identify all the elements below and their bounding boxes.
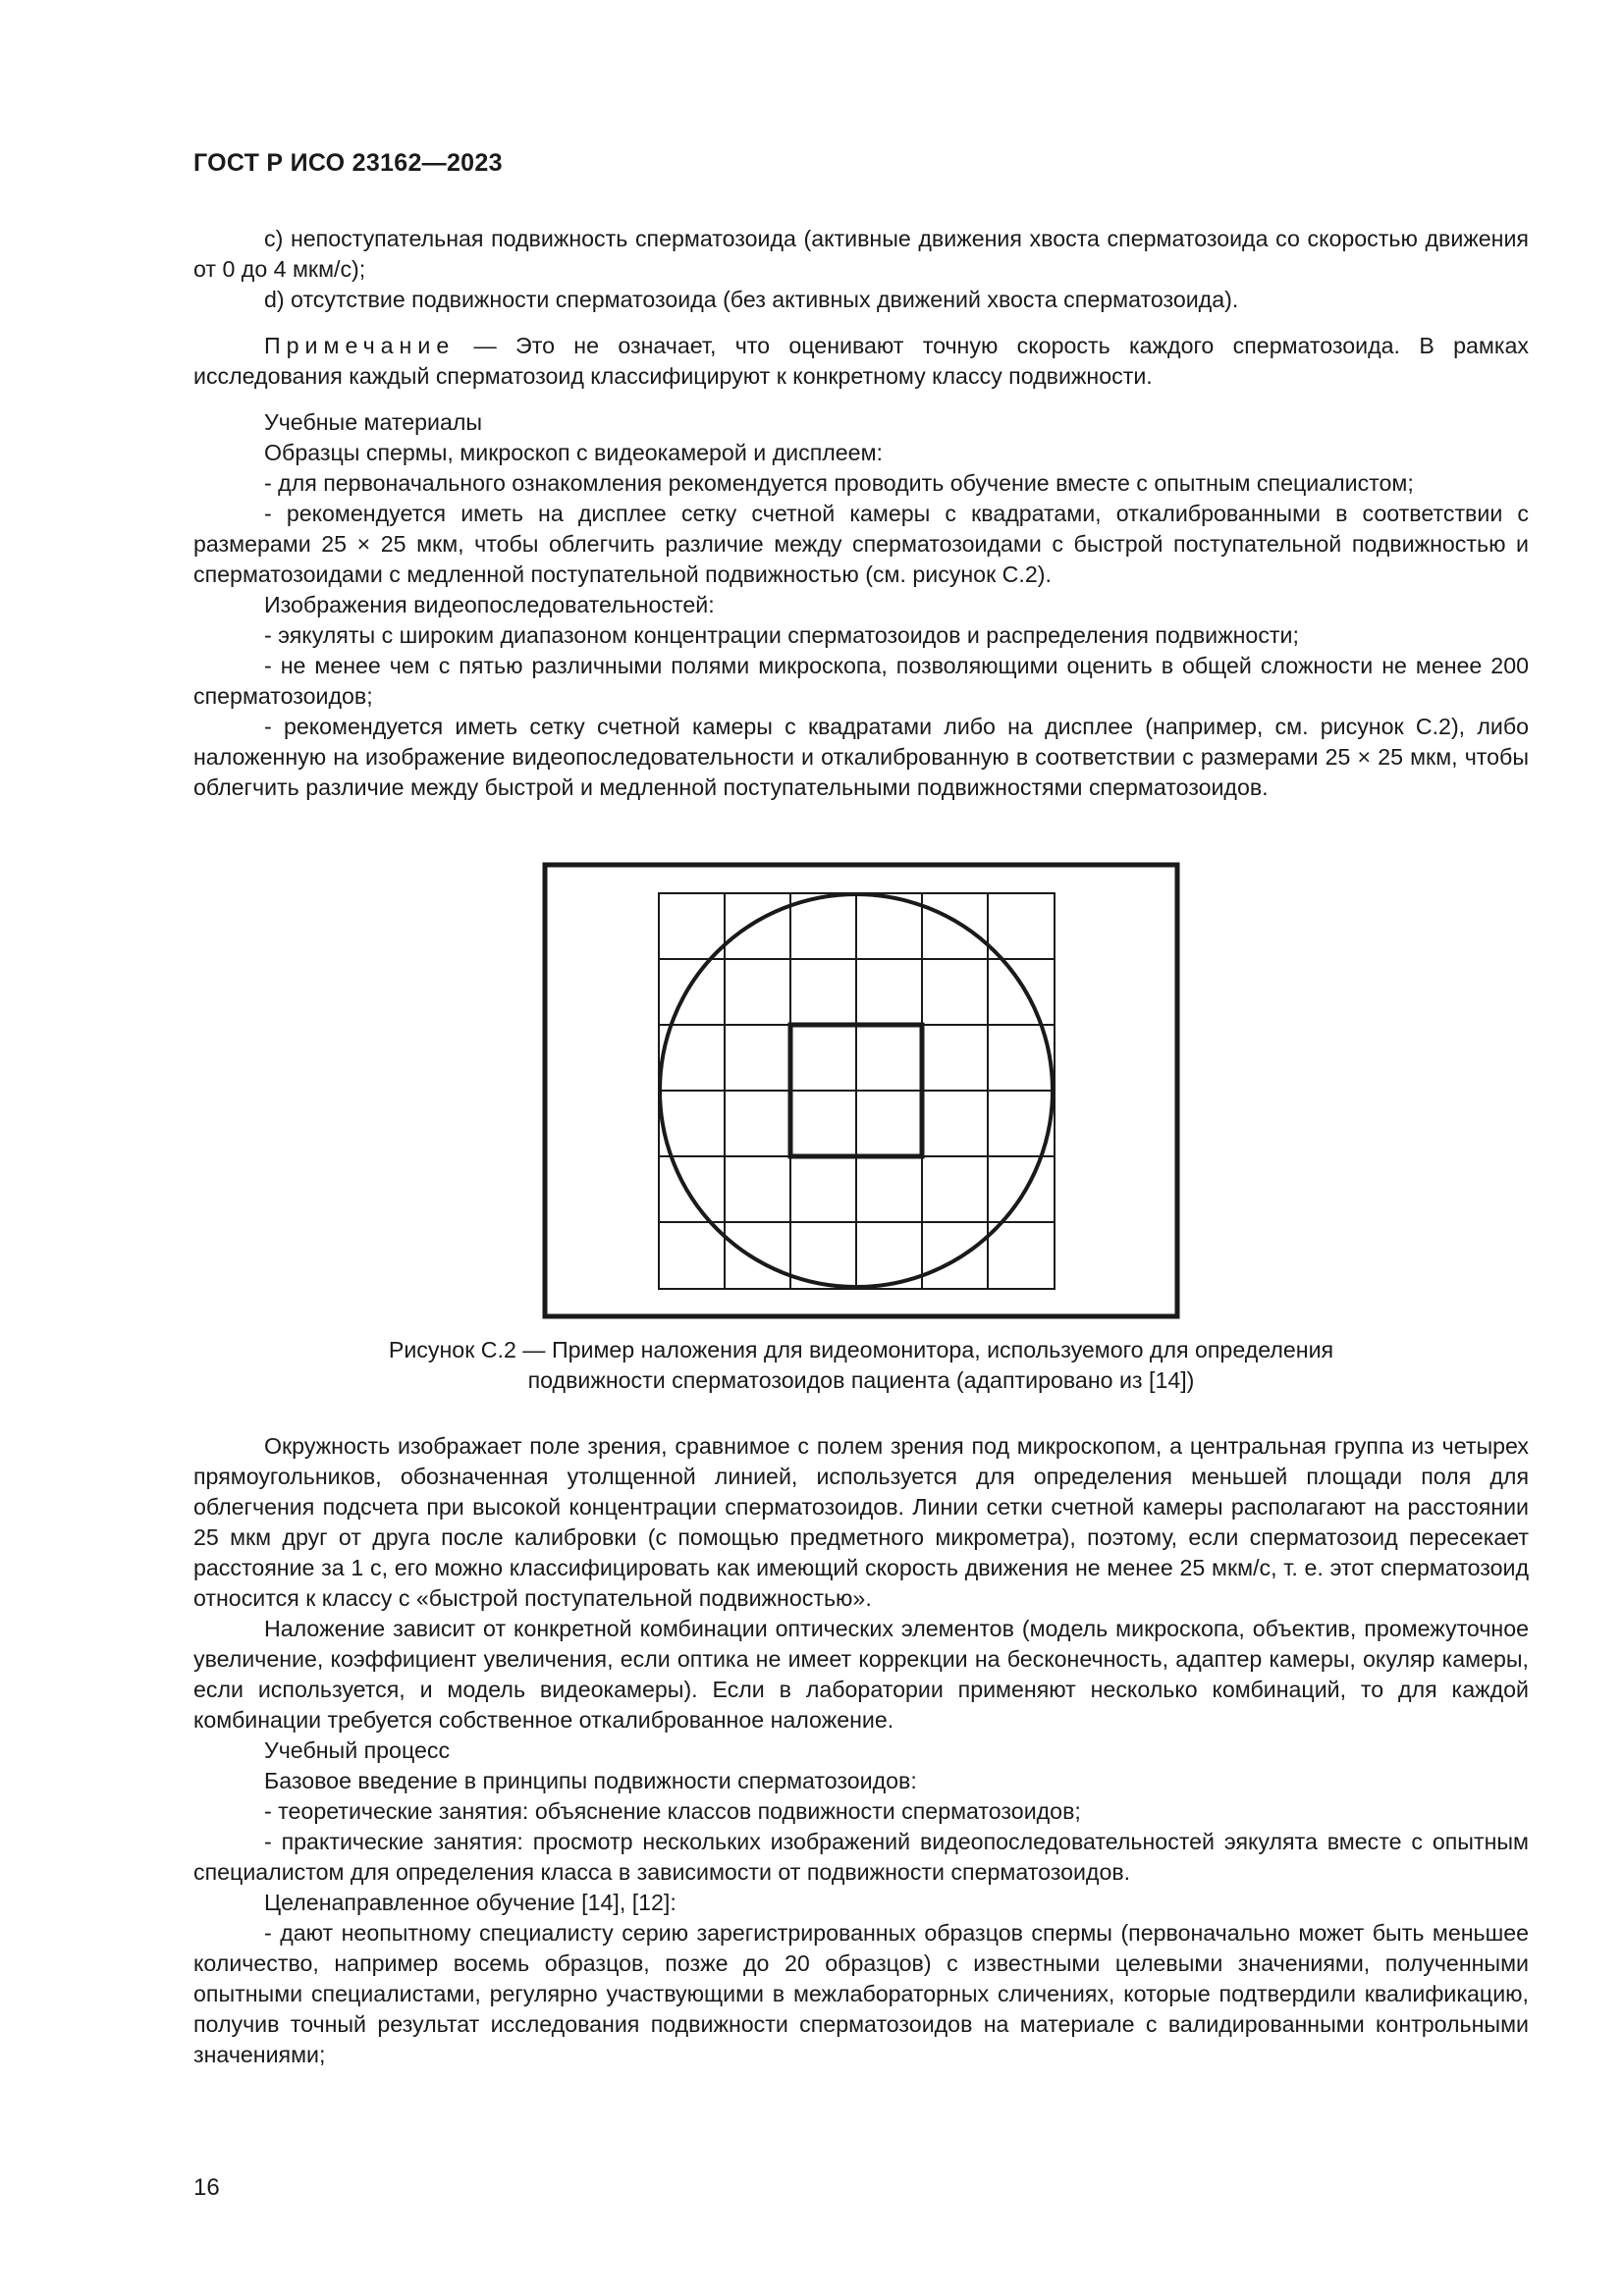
process-item: - теоретические занятия: объяснение классов подвижности сперматозоидов; — [264, 1798, 1081, 1824]
caption-line-2: подвижности сперматозоидов пациента (адаптировано из [14]) — [527, 1367, 1195, 1393]
page-number: 16 — [193, 2174, 220, 2201]
note-text: — Это не означает, что оценивают точную скорость каждого сперматозоида. В рамках исследования каждый сперматозоид классифицируют к конкретному классу подвижности. — [193, 333, 1529, 389]
process-item: - практические занятия: просмотр нескольких изображений видеопоследовательностей эякулята вместе с опытным специалистом для определения класса в зависимости от подвижности сперматозоидов. — [193, 1829, 1529, 1885]
targeted-heading: Целенаправленное обучение [14], [12]: — [264, 1890, 677, 1915]
process-intro: Базовое введение в принципы подвижности сперматозоидов: — [264, 1768, 917, 1793]
paragraph: Наложение зависит от конкретной комбинации оптических элементов (модель микроскопа, объектив, промежуточное увеличение, коэффициент увеличения, если оптика не имеет коррекции на бесконечность, адаптер камеры, окуляр камеры, если используется, и модель видеокамеры). Если в лаборатории применяют несколько комбинаций, то для каждой комбинации требуется собственное откалиброванное наложение. — [193, 1616, 1529, 1733]
video-item: - эякуляты с широким диапазоном концентрации сперматозоидов и распределения подвижности; — [264, 622, 1299, 648]
note — [193, 331, 1529, 392]
figure-caption — [193, 1335, 1529, 1396]
figure-c2 — [542, 862, 1180, 1324]
list-item-d: d) отсутствие подвижности сперматозоида (без активных движений хвоста сперматозоида). — [264, 287, 1239, 312]
targeted-item: - дают неопытному специалисту серию зарегистрированных образцов спермы (первоначально может быть меньшее количество, например восемь образцов, позже до 20 образцов) с известными целевыми значениями, полученными опытными специалистами, регулярно участвующими в межлабораторных сличениях, которые подтвердили квалификацию, получив точный результат исследования подвижности сперматозоидов на материале с валидированными контрольными значениями; — [193, 1920, 1529, 2067]
video-item: - не менее чем с пятью различными полями микроскопа, позволяющими оценить в общей сложности не менее 200 сперматозоидов; — [193, 653, 1529, 709]
materials-item: - для первоначального ознакомления рекомендуется проводить обучение вместе с опытным специалистом; — [264, 470, 1414, 496]
video-item: - рекомендуется иметь сетку счетной камеры с квадратами либо на дисплее (например, см. рисунок C.2), либо наложенную на изображение видеопоследовательности и откалиброванную в соответствии с размерами 25 × 25 мкм, чтобы облегчить различие между быстрой и медленной поступательными подвижностями сперматозоидов. — [193, 714, 1529, 800]
section-text-bottom — [193, 1431, 1529, 2070]
video-heading: Изображения видеопоследовательностей: — [264, 592, 715, 617]
list-item-c: c) непоступательная подвижность сперматозоида (активные движения хвоста сперматозоида со скоростью движения от 0 до 4 мкм/с); — [193, 226, 1529, 282]
overlay-diagram — [542, 862, 1180, 1319]
materials-heading: Учебные материалы — [264, 409, 483, 435]
process-heading: Учебный процесс — [264, 1737, 451, 1763]
document-header: ГОСТ Р ИСО 23162—2023 — [193, 149, 503, 177]
caption-line-1: Рисунок C.2 — Пример наложения для видеомонитора, используемого для определения — [388, 1337, 1334, 1362]
note-label: Примечание — [264, 333, 456, 358]
materials-item: - рекомендуется иметь на дисплее сетку счетной камеры с квадратами, откалиброванными в соответствии с размерами 25 × 25 мкм, чтобы облегчить различие между сперматозоидами с быстрой поступательной подвижностью и сперматозоидами с медленной поступательной подвижностью (см. рисунок C.2). — [193, 501, 1529, 587]
paragraph: Окружность изображает поле зрения, сравнимое с полем зрения под микроскопом, а центральная группа из четырех прямоугольников, обозначенная утолщенной линией, используется для определения меньшей площади поля для облегчения подсчета при высокой концентрации сперматозоидов. Линии сетки счетной камеры располагают на расстоянии 25 мкм друг от друга после калибровки (с помощью предметного микрометра), поэтому, если сперматозоид пересекает расстояние за 1 с, его можно классифицировать как имеющий скорость движения не менее 25 мкм/с, т. е. этот сперматозоид относится к классу с «быстрой поступательной подвижностью». — [193, 1433, 1529, 1611]
section-text-top — [193, 224, 1529, 803]
materials-intro: Образцы спермы, микроскоп с видеокамерой и дисплеем: — [264, 440, 883, 465]
